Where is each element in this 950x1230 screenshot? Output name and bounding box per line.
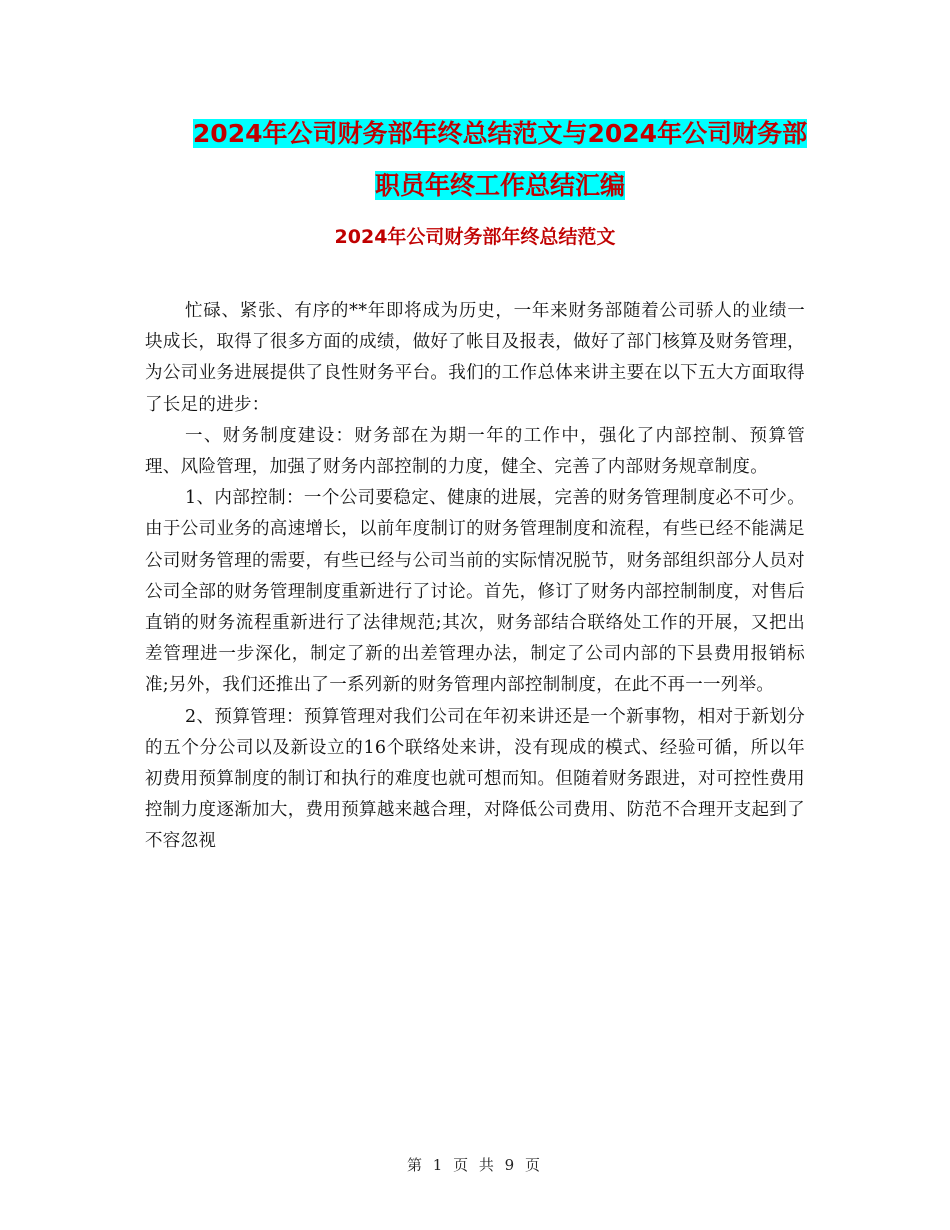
paragraph-intro: 忙碌、紧张、有序的**年即将成为历史，一年来财务部随着公司骄人的业绩一块成长，取得了很多方面的成绩，做好了帐目及报表，做好了部门核算及财务管理，为公司业务进展提供了良性财务平台。我们的工作总体来讲主要在以下五大方面取得了长足的进步： (145, 301, 805, 415)
page-number-footer: 第 1 页 共 9 页 (407, 1156, 543, 1174)
title-line-2: 职员年终工作总结汇编 (374, 171, 625, 200)
paragraph-finance-system: 一、财务制度建设：财务部在为期一年的工作中，强化了内部控制、预算管理、风险管理，加强了财务内部控制的力度，健全、完善了内部财务规章制度。 (145, 425, 805, 478)
document-title (150, 108, 850, 212)
section-title: 2024年公司财务部年终总结范文 (334, 226, 616, 248)
paragraph-internal-control: 1、内部控制：一个公司要稳定、健康的进展，完善的财务管理制度必不可少。由于公司业务的高速增长，以前年度制订的财务管理制度和流程，有些已经不能满足公司财务管理的需要，有些已经与公司当前的实际情况脱节，财务部组织部分人员对公司全部的财务管理制度重新进行了讨论。首先，修订了财务内部控制制度，对售后直销的财务流程重新进行了法律规范;其次，财务部结合联络处工作的开展，又把出差管理进一步深化，制定了新的出差管理办法，制定了公司内部的下县费用报销标准;另外，我们还推出了一系列新的财务管理内部控制制度，在此不再一一列举。 (145, 488, 805, 696)
title-line-1: 2024年公司财务部年终总结范文与2024年公司财务部 (192, 119, 808, 148)
paragraph-budget-management: 2、预算管理：预算管理对我们公司在年初来讲还是一个新事物，相对于新划分的五个分公司以及新设立的16个联络处来讲，没有现成的模式、经验可循，所以年初费用预算制度的制订和执行的难度也就可想而知。但随着财务跟进，对可控性费用控制力度逐渐加大，费用预算越来越合理，对降低公司费用、防范不合理开支起到了不容忽视 (145, 706, 805, 852)
document-body (145, 296, 805, 858)
